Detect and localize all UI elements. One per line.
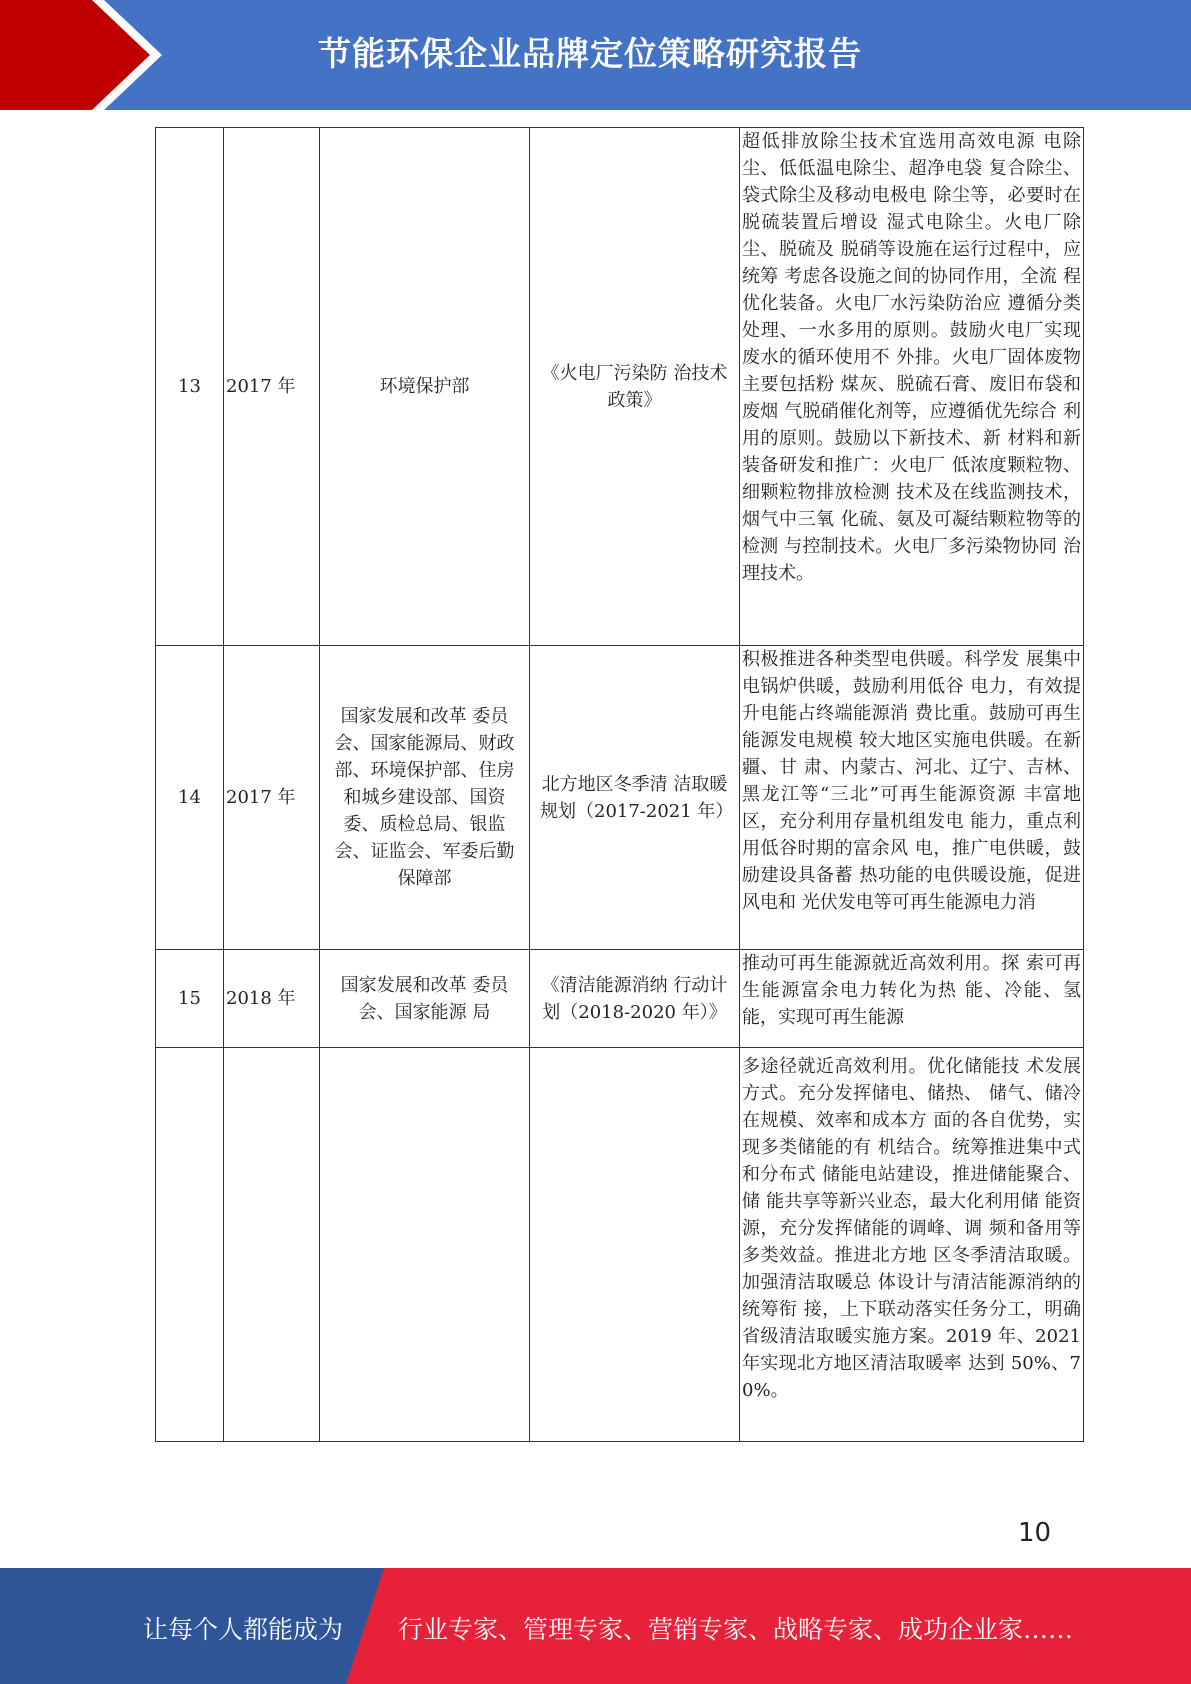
row-department: 环境保护部: [320, 128, 530, 646]
row-content: 积极推进各种类型电供暖。科学发 展集中电锅炉供暖，鼓励利用低谷 电力，有效提升电能占终端能源消 费比重。鼓励可再生能源发电规模 较大地区实施电供暖。在新疆、甘 肃、内蒙古、河北、辽宁、吉林、 黑龙江等“三北”可再生能源资源 丰富地区，充分利用存量机组发电 能力，重点利用低谷时期的富余风 电，推广电供暖，鼓励建设具备蓄 热功能的电供暖设施，促进风电和 光伏发电等可再生能源电力消: [740, 646, 1084, 950]
table-row: [156, 1048, 1084, 1442]
row-document: 《清洁能源消纳 行动计划（2018-2020 年）》: [530, 950, 740, 1048]
row-content: 超低排放除尘技术宜选用高效电源 电除尘、低低温电除尘、超净电袋 复合除尘、袋式除尘及移动电极电 除尘等，必要时在脱硫装置后增设 湿式电除尘。火电厂除尘、脱硫及 脱硝等设施在运行过程中，应统筹 考虑各设施之间的协同作用，全流 程优化装备。火电厂水污染防治应 遵循分类处理、一水多用的原则。鼓励火电厂实现废水的循环使用不 外排。火电厂固体废物主要包括粉 煤灰、脱硫石膏、废旧布袋和废烟 气脱硝催化剂等，应遵循优先综合 利用的原则。鼓励以下新技术、新 材料和新装备研发和推广：火电厂 低浓度颗粒物、细颗粒物排放检测 技术及在线监测技术，烟气中三氧 化硫、氨及可凝结颗粒物等的检测 与控制技术。火电厂多污染物协同 治理技术。: [740, 128, 1084, 646]
table-row: [156, 128, 1084, 646]
page-number: 10: [1018, 1518, 1052, 1548]
row-year: 2018 年: [224, 950, 320, 1048]
row-department: 国家发展和改革 委员会、国家能源局、财政部、环境保护部、住房和城乡建设部、国资委、质检总局、银监会、证监会、军委后勤保障部: [320, 646, 530, 950]
row-year: [224, 1048, 320, 1442]
row-number: [156, 1048, 224, 1442]
report-title: 节能环保企业品牌定位策略研究报告: [318, 34, 862, 73]
row-number: 13: [156, 128, 224, 646]
page-footer: [0, 1568, 1191, 1684]
row-year: 2017 年: [224, 646, 320, 950]
policy-table: [155, 127, 1084, 1442]
table-row: [156, 950, 1084, 1048]
row-document: [530, 1048, 740, 1442]
page-header: [0, 0, 1191, 110]
row-department: 国家发展和改革 委员会、国家能源 局: [320, 950, 530, 1048]
row-number: 15: [156, 950, 224, 1048]
footer-slogan-right: 行业专家、管理专家、营销专家、战略专家、成功企业家……: [398, 1615, 1074, 1644]
row-content: 多途径就近高效利用。优化储能技 术发展方式。充分发挥储电、储热、 储气、储冷在规模、效率和成本方 面的各自优势，实现多类储能的有 机结合。统筹推进集中式和分布式 储能电站建设，推进储能聚合、储 能共享等新兴业态，最大化利用储 能资源，充分发挥储能的调峰、调 频和备用等多类效益。推进北方地 区冬季清洁取暖。加强清洁取暖总 体设计与清洁能源消纳的统筹衔 接，上下联动落实任务分工，明确 省级清洁取暖实施方案。2019 年、2021 年实现北方地区清洁取暖率 达到 50%、70%。: [740, 1048, 1084, 1442]
row-content: 推动可再生能源就近高效利用。探 索可再生能源富余电力转化为热 能、冷能、氢能，实现可再生能源: [740, 950, 1084, 1048]
table-row: [156, 646, 1084, 950]
row-year: 2017 年: [224, 128, 320, 646]
row-document: 《火电厂污染防 治技术政策》: [530, 128, 740, 646]
row-number: 14: [156, 646, 224, 950]
row-department: [320, 1048, 530, 1442]
row-document: 北方地区冬季清 洁取暖规划（2017-2021 年）: [530, 646, 740, 950]
footer-slogan-left: 让每个人都能成为: [143, 1615, 344, 1644]
